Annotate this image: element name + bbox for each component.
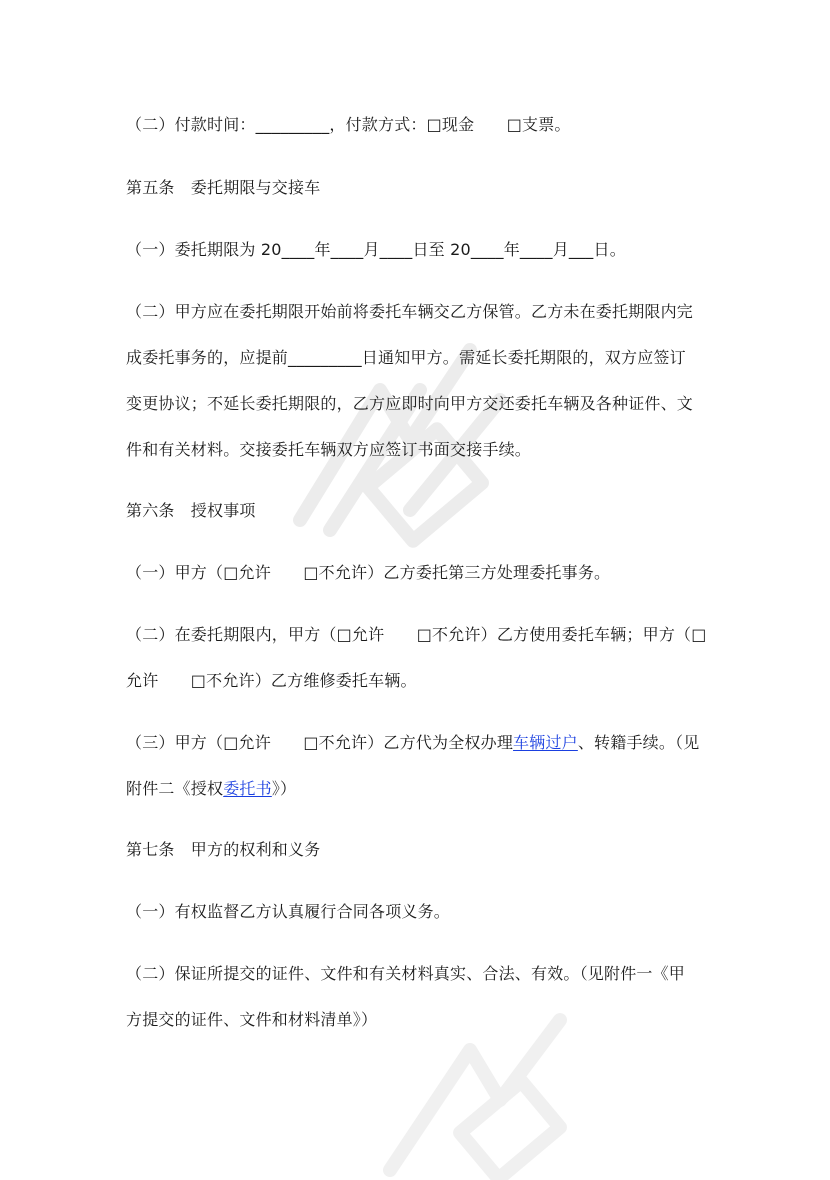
annex-two-text-b: 》） <box>271 779 297 798</box>
watermark-icon-bottom <box>360 1010 600 1180</box>
clause-5-2-line-4: 件和有关材料。交接委托车辆双方应签订书面交接手续。 <box>126 440 532 459</box>
clause-7-2-line-2: 方提交的证件、文件和材料清单》） <box>126 1010 378 1029</box>
clause-6-3-line-2 <box>126 779 726 799</box>
article-five-heading: 第五条 委托期限与交接车 <box>126 178 321 197</box>
entrust-period-line: （一）委托期限为 20____年____月____日至 20____年____月___日。 <box>126 240 626 259</box>
clause-6-3-text-a: （三）甲方（□允许 □不允许）乙方代为全权办理 <box>126 733 514 752</box>
article-seven-heading: 第七条 甲方的权利和义务 <box>126 840 321 859</box>
annex-two-text-a: 附件二《授权 <box>126 779 224 798</box>
article-six-heading: 第六条 授权事项 <box>126 501 256 520</box>
clause-7-1-line: （一）有权监督乙方认真履行合同各项义务。 <box>126 902 451 921</box>
clause-5-2-line-1: （二）甲方应在委托期限开始前将委托车辆交乙方保管。乙方未在委托期限内完 <box>126 302 694 321</box>
clause-5-2-line-2: 成委托事务的，应提前_________日通知甲方。需延长委托期限的，双方应签订 <box>126 348 686 367</box>
clause-7-2-line-1: （二）保证所提交的证件、文件和有关材料真实、合法、有效。（见附件一《甲 <box>126 964 686 983</box>
vehicle-transfer-link[interactable]: 车辆过户 <box>513 733 578 752</box>
power-of-attorney-link[interactable]: 委托书 <box>223 779 272 798</box>
clause-5-2-line-3: 变更协议；不延长委托期限的，乙方应即时向甲方交还委托车辆及各种证件、文 <box>126 394 694 413</box>
clause-6-1-line: （一）甲方（□允许 □不允许）乙方委托第三方处理委托事务。 <box>126 563 611 582</box>
clause-6-2-line-1: （二）在委托期限内，甲方（□允许 □不允许）乙方使用委托车辆；甲方（□ <box>126 625 707 644</box>
clause-6-3-text-b: 、转籍手续。（见 <box>577 733 700 752</box>
clause-6-2-line-2: 允许 □不允许）乙方维修委托车辆。 <box>126 671 417 690</box>
clause-6-3-line-1 <box>126 733 726 753</box>
payment-time-line: （二）付款时间：_________，付款方式：□现金 □支票。 <box>126 115 571 134</box>
